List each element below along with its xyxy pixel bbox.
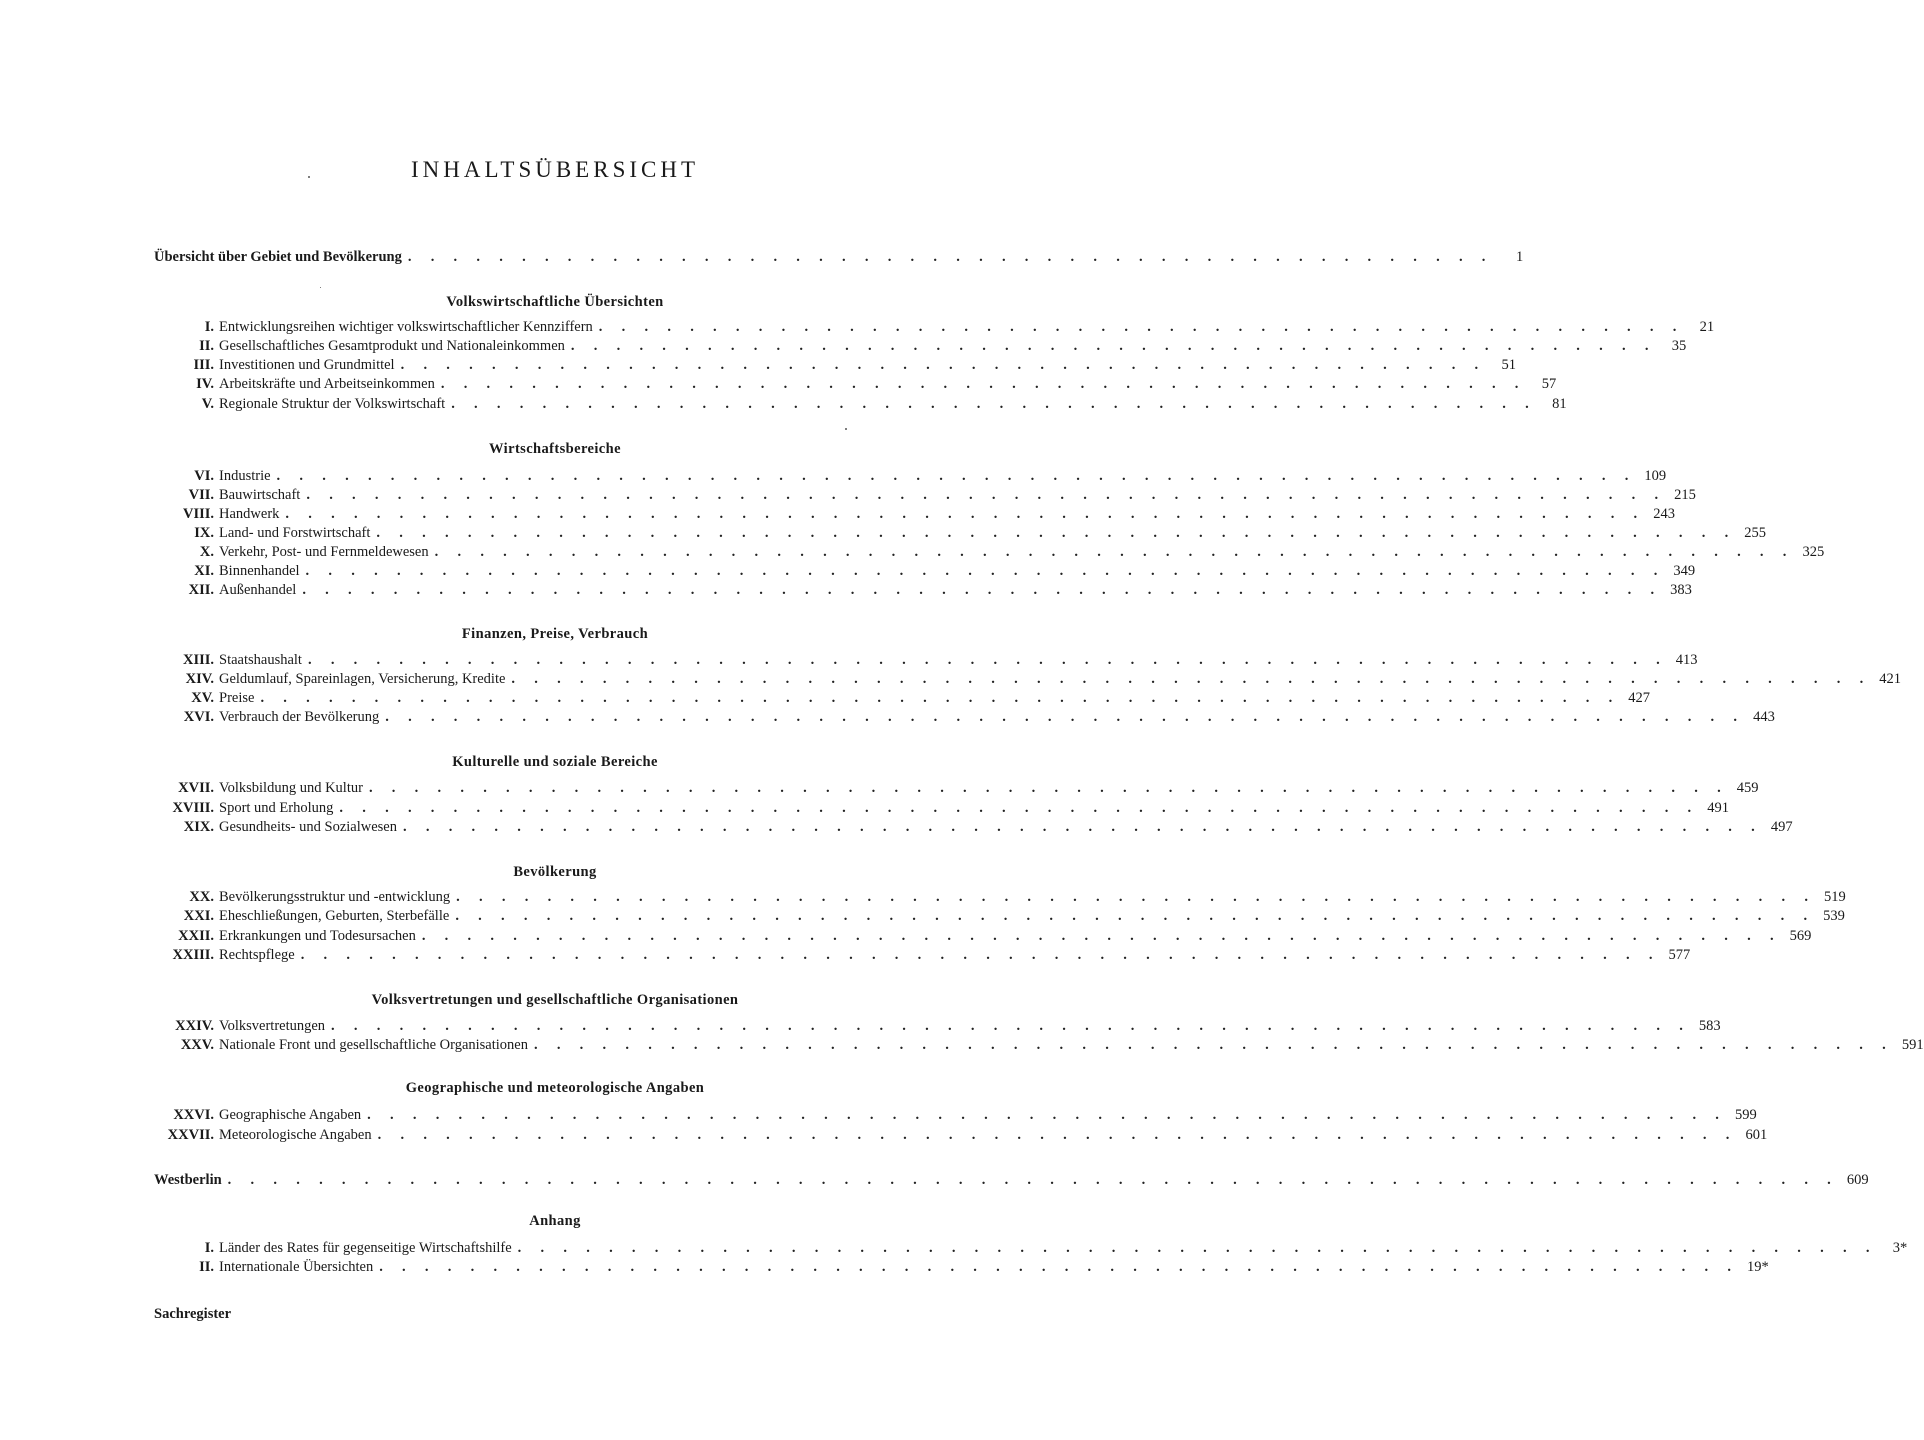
toc-entry-label: Meteorologische Angaben — [219, 1127, 372, 1143]
toc-entry-page: 601 — [1745, 1127, 1768, 1143]
toc-entry-westberlin[interactable] — [154, 1172, 1869, 1191]
dot-leader: . . . . . . . . . . . . . . . . . . . . . . . . . . . . . . . . . . . . . . . . . . . . . . . . . . . . . . . . . . . . — [455, 908, 1815, 924]
toc-entry-page: 3* — [1892, 1240, 1908, 1256]
toc-entry[interactable] — [154, 889, 1846, 908]
toc-entry-page: 591 — [1901, 1037, 1924, 1053]
toc-entry[interactable] — [154, 800, 1729, 819]
toc-entry-page: 215 — [1674, 487, 1696, 503]
toc-entry-label: Verkehr, Post- und Fernmeldewesen — [219, 544, 429, 560]
toc-entry[interactable] — [154, 525, 1766, 544]
toc-entry-label: Außenhandel — [219, 582, 297, 598]
toc-entry-number: XI. — [194, 563, 214, 579]
toc-entry-number: XIX. — [183, 819, 214, 835]
toc-entry-label: Gesundheits- und Sozialwesen — [219, 819, 397, 835]
section-heading: Wirtschaftsbereiche — [489, 441, 621, 457]
toc-entry-label: Rechtspflege — [219, 947, 295, 963]
toc-entry-label: Gesellschaftliches Gesamtprodukt und Nationaleinkommen — [219, 338, 565, 354]
toc-entry-page: 383 — [1670, 582, 1692, 598]
toc-entry-page: 569 — [1789, 928, 1812, 944]
toc-entry-number: XXII. — [178, 928, 214, 944]
toc-entry-number: XXV. — [180, 1037, 214, 1053]
dot-leader: . . . . . . . . . . . . . . . . . . . . . . . . . . . . . . . . . . . . . . . . . . . . . . . . . . . . . . . . . . . . — [367, 1107, 1727, 1123]
toc-entry-number: VI. — [194, 468, 214, 484]
dot-leader: . . . . . . . . . . . . . . . . . . . . . . . . . . . . . . . . . . . . . . . . . . . . . . . . — [400, 357, 1486, 373]
dot-leader: . . . . . . . . . . . . . . . . . . . . . . . . . . . . . . . . . . . . . . . . . . . . . . . . . . . . . . . . . . . . — [331, 1018, 1691, 1034]
toc-entry[interactable] — [154, 338, 1687, 357]
toc-entry-number: XXIII. — [172, 947, 214, 963]
dot-leader: . . . . . . . . . . . . . . . . . . . . . . . . . . . . . . . . . . . . . . . . . . . . . . . . . . . . . . . . . . . . — [306, 487, 1666, 503]
toc-entry[interactable] — [154, 709, 1775, 728]
dot-leader: . . . . . . . . . . . . . . . . . . . . . . . . . . . . . . . . . . . . . . . . . . . . . . . . . . . . . . . . . . . . — [260, 690, 1621, 706]
toc-entry-label: Land- und Forstwirtschaft — [219, 525, 371, 541]
toc-entry-page: 57 — [1541, 376, 1557, 392]
toc-entry-number: VII. — [188, 487, 214, 503]
toc-entry-number: XVII. — [178, 780, 214, 796]
toc-entry[interactable] — [154, 819, 1793, 838]
toc-entry-page: 519 — [1824, 889, 1846, 905]
section-heading: Bevölkerung — [513, 864, 597, 880]
toc-entry[interactable] — [154, 487, 1696, 506]
toc-entry-label: Volksbildung und Kultur — [219, 780, 363, 796]
toc-entry[interactable] — [154, 652, 1698, 671]
dot-leader: . . . . . . . . . . . . . . . . . . . . . . . . . . . . . . . . . . . . . . . . . . . . . . . . — [598, 319, 1685, 335]
toc-entry-number: XXVII. — [167, 1127, 214, 1143]
page-title: INHALTSÜBERSICHT — [410, 157, 700, 182]
print-speck — [320, 287, 321, 288]
toc-entry-page: 255 — [1744, 525, 1766, 541]
toc-entry-label: Staatshaushalt — [219, 652, 302, 668]
dot-leader: . . . . . . . . . . . . . . . . . . . . . . . . . . . . . . . . . . . . . . . . . . . . . . . . — [570, 338, 1657, 354]
dot-leader: . . . . . . . . . . . . . . . . . . . . . . . . . . . . . . . . . . . . . . . . . . . . . . . . . . . . . . . . . . . . — [517, 1240, 1878, 1256]
toc-entry-number: XX. — [189, 889, 214, 905]
toc-entry-label: Binnenhandel — [219, 563, 300, 579]
dot-leader: . . . . . . . . . . . . . . . . . . . . . . . . . . . . . . . . . . . . . . . . . . . . . . . . . . . . . . . . . . . . — [421, 928, 1782, 944]
toc-entry-number: VIII. — [182, 506, 214, 522]
toc-entry[interactable] — [154, 468, 1667, 487]
dot-leader: . . . . . . . . . . . . . . . . . . . . . . . . . . . . . . . . . . . . . . . . . . . . . . . . . . . . . . . . . . . . — [302, 582, 1662, 598]
dot-leader: . . . . . . . . . . . . . . . . . . . . . . . . . . . . . . . . . . . . . . . . . . . . . . . . . . . . . . . . . . . . — [533, 1037, 1894, 1053]
toc-entry[interactable] — [154, 1018, 1721, 1037]
toc-entry-page: 427 — [1628, 690, 1651, 706]
section-heading: Finanzen, Preise, Verbrauch — [461, 626, 649, 642]
toc-entry-page: 1 — [1515, 249, 1524, 265]
dot-leader: . . . . . . . . . . . . . . . . . . . . . . . . . . . . . . . . . . . . . . . . . . . . . . . . . . . . . . . . . . . . — [456, 889, 1816, 905]
toc-entry-page: 583 — [1698, 1018, 1721, 1034]
toc-entry[interactable] — [154, 1107, 1757, 1126]
toc-entry-number: II. — [199, 338, 214, 354]
toc-entry-label: Entwicklungsreihen wichtiger volkswirtschaftlicher Kennziffern — [219, 319, 593, 335]
dot-leader: . . . . . . . . . . . . . . . . . . . . . . . . . . . . . . . . . . . . . . . . . . . . . . . . . . . . . . . . . . . . — [285, 506, 1645, 522]
toc-entry-number: XXVI. — [173, 1107, 214, 1123]
toc-entry-page: 459 — [1736, 780, 1759, 796]
toc-entry-number: XIII. — [182, 652, 214, 668]
toc-entry-label: Handwerk — [219, 506, 280, 522]
toc-entry-number: XVI. — [183, 709, 214, 725]
toc-entry[interactable] — [154, 506, 1675, 525]
toc-entry-label: Übersicht über Gebiet und Bevölkerung — [154, 249, 402, 265]
toc-entry-label: Eheschließungen, Geburten, Sterbefälle — [219, 908, 450, 924]
dot-leader: . . . . . . . . . . . . . . . . . . . . . . . . . . . . . . . . . . . . . . . . . . . . . . . . — [407, 249, 1494, 265]
toc-entry-label: Internationale Übersichten — [219, 1259, 374, 1275]
toc-entry-number: I. — [204, 319, 214, 335]
dot-leader: . . . . . . . . . . . . . . . . . . . . . . . . . . . . . . . . . . . . . . . . . . . . . . . . . . . . . . . . . . . . — [376, 525, 1736, 541]
toc-entry-label: Länder des Rates für gegenseitige Wirtschaftshilfe — [219, 1240, 512, 1256]
toc-entry[interactable] — [154, 947, 1691, 966]
toc-entry-label: Bevölkerungsstruktur und -entwicklung — [219, 889, 451, 905]
toc-entry[interactable] — [154, 1240, 1908, 1259]
dot-leader: . . . . . . . . . . . . . . . . . . . . . . . . . . . . . . . . . . . . . . . . . . . . . . . . — [451, 396, 1537, 412]
toc-entry-label: Verbrauch der Bevölkerung — [219, 709, 380, 725]
toc-entry-label: Erkrankungen und Todesursachen — [219, 928, 416, 944]
toc-entry[interactable] — [154, 780, 1759, 799]
toc-entry-label: Sport und Erholung — [219, 800, 334, 816]
toc-entry-label: Volksvertretungen — [219, 1018, 326, 1034]
toc-entry-label: Geographische Angaben — [219, 1107, 362, 1123]
section-heading: Volksvertretungen und gesellschaftliche Organisationen — [371, 992, 739, 1008]
section-heading: Geographische und meteorologische Angaben — [405, 1080, 705, 1096]
toc-entry-page: 349 — [1673, 563, 1696, 579]
toc-entry-number: I. — [204, 1240, 214, 1256]
toc-entry-page: 443 — [1753, 709, 1775, 725]
toc-entry-page: 491 — [1707, 800, 1729, 816]
section-heading: Volkswirtschaftliche Übersichten — [446, 294, 664, 310]
toc-entry-label: Bauwirtschaft — [219, 487, 301, 503]
toc-entry-page: 51 — [1501, 357, 1516, 373]
toc-entry[interactable] — [154, 582, 1692, 601]
toc-entry[interactable] — [154, 1037, 1924, 1056]
toc-entry-number: XVIII. — [172, 800, 214, 816]
toc-entry[interactable] — [154, 1259, 1769, 1278]
dot-leader: . . . . . . . . . . . . . . . . . . . . . . . . . . . . . . . . . . . . . . . . . . . . . . . . . . . . . . . . . . . . — [403, 819, 1763, 835]
dot-leader: . . . . . . . . . . . . . . . . . . . . . . . . . . . . . . . . . . . . . . . . . . . . . . . . . . . . . . . . . . . . — [339, 800, 1699, 816]
toc-entry-register[interactable]: Sachregister — [154, 1306, 232, 1322]
toc-entry-number: XXI. — [183, 908, 214, 924]
toc-entry[interactable] — [154, 908, 1845, 927]
toc-entry-page: 35 — [1671, 338, 1687, 354]
toc-entry-page: 539 — [1823, 908, 1845, 924]
toc-entry-number: IX. — [194, 525, 214, 541]
toc-entry-number: XIV. — [185, 671, 214, 687]
toc-entry-number: II. — [199, 1259, 214, 1275]
dot-leader: . . . . . . . . . . . . . . . . . . . . . . . . . . . . . . . . . . . . . . . . . . . . . . . . . . . . . . . . . . . . — [276, 468, 1637, 484]
toc-entry-number: V. — [201, 396, 214, 412]
print-speck — [845, 428, 847, 430]
toc-entry-page: 609 — [1846, 1172, 1869, 1188]
toc-entry-label: Preise — [219, 690, 255, 706]
toc-entry-label: Westberlin — [154, 1172, 222, 1188]
dot-leader: . . . . . . . . . . . . . . . . . . . . . . . . . . . . . . . . . . . . . . . . . . . . . . . . . . . . . . . . . . . . — [434, 544, 1795, 560]
section-heading: Kulturelle und soziale Bereiche — [452, 754, 658, 770]
toc-entry-label: Geldumlauf, Spareinlagen, Versicherung, Kredite — [219, 671, 506, 687]
toc-entry-number: X. — [199, 544, 214, 560]
toc-entry-number: XV. — [191, 690, 214, 706]
toc-entry-page: 497 — [1770, 819, 1793, 835]
toc-entry-label: Arbeitskräfte und Arbeitseinkommen — [219, 376, 435, 392]
toc-entry[interactable] — [154, 928, 1812, 947]
toc-entry-overview[interactable] — [154, 249, 1524, 268]
toc-entry[interactable] — [154, 671, 1901, 690]
dot-leader: . . . . . . . . . . . . . . . . . . . . . . . . . . . . . . . . . . . . . . . . . . . . . . . . . . . . . . . . . . . . — [511, 671, 1871, 687]
toc-entry-number: XII. — [188, 582, 214, 598]
dot-leader: . . . . . . . . . . . . . . . . . . . . . . . . . . . . . . . . . . . . . . . . . . . . . . . . — [440, 376, 1527, 392]
toc-entry-page: 577 — [1668, 947, 1691, 963]
toc-entry[interactable] — [154, 690, 1651, 709]
toc-entry[interactable] — [154, 1127, 1768, 1146]
dot-leader: . . . . . . . . . . . . . . . . . . . . . . . . . . . . . . . . . . . . . . . . . . . . . . . . . . . . . . . . . . . . — [385, 709, 1745, 725]
toc-entry-number: XXIV. — [175, 1018, 214, 1034]
toc-entry-label: Nationale Front und gesellschaftliche Organisationen — [219, 1037, 528, 1053]
toc-entry[interactable] — [154, 376, 1557, 395]
toc-entry-page: 243 — [1653, 506, 1675, 522]
toc-entry-page: 109 — [1644, 468, 1667, 484]
toc-entry-page: 599 — [1734, 1107, 1757, 1123]
dot-leader: . . . . . . . . . . . . . . . . . . . . . . . . . . . . . . . . . . . . . . . . . . . . . . . . . . . . . . . . . . . . — [368, 780, 1729, 796]
dot-leader: . . . . . . . . . . . . . . . . . . . . . . . . . . . . . . . . . . . . . . . . . . . . . . . . . . . . . . . . . . . . — [305, 563, 1666, 579]
dot-leader: . . . . . . . . . . . . . . . . . . . . . . . . . . . . . . . . . . . . . . . . . . . . . . . . . . . . . . . . . . . . . . . . . . . . . . . — [227, 1172, 1839, 1188]
toc-entry[interactable] — [154, 319, 1715, 338]
dot-leader: . . . . . . . . . . . . . . . . . . . . . . . . . . . . . . . . . . . . . . . . . . . . . . . . . . . . . . . . . . . . — [307, 652, 1668, 668]
section-heading: Anhang — [529, 1213, 581, 1229]
toc-entry-page: 81 — [1552, 396, 1567, 412]
dot-leader: . . . . . . . . . . . . . . . . . . . . . . . . . . . . . . . . . . . . . . . . . . . . . . . . . . . . . . . . . . . . — [300, 947, 1661, 963]
toc-entry-page: 19* — [1747, 1259, 1769, 1275]
toc-entry-number: III. — [193, 357, 214, 373]
toc-entry-page: 21 — [1699, 319, 1715, 335]
toc-entry[interactable] — [154, 396, 1567, 415]
toc-entry[interactable] — [154, 357, 1516, 376]
toc-entry-number: IV. — [196, 376, 214, 392]
dot-leader: . . . . . . . . . . . . . . . . . . . . . . . . . . . . . . . . . . . . . . . . . . . . . . . . . . . . . . . . . . . . — [377, 1127, 1738, 1143]
toc-entry-page: 413 — [1675, 652, 1698, 668]
toc-entry-label: Industrie — [219, 468, 271, 484]
toc-entry[interactable] — [154, 563, 1696, 582]
toc-entry-label: Regionale Struktur der Volkswirtschaft — [219, 396, 446, 412]
dot-leader: . . . . . . . . . . . . . . . . . . . . . . . . . . . . . . . . . . . . . . . . . . . . . . . . . . . . . . . . . . . . — [379, 1259, 1739, 1275]
toc-entry-page: 325 — [1802, 544, 1825, 560]
toc-entry-label: Investitionen und Grundmittel — [219, 357, 395, 373]
toc-entry-page: 421 — [1879, 671, 1901, 687]
toc-entry[interactable] — [154, 544, 1825, 563]
